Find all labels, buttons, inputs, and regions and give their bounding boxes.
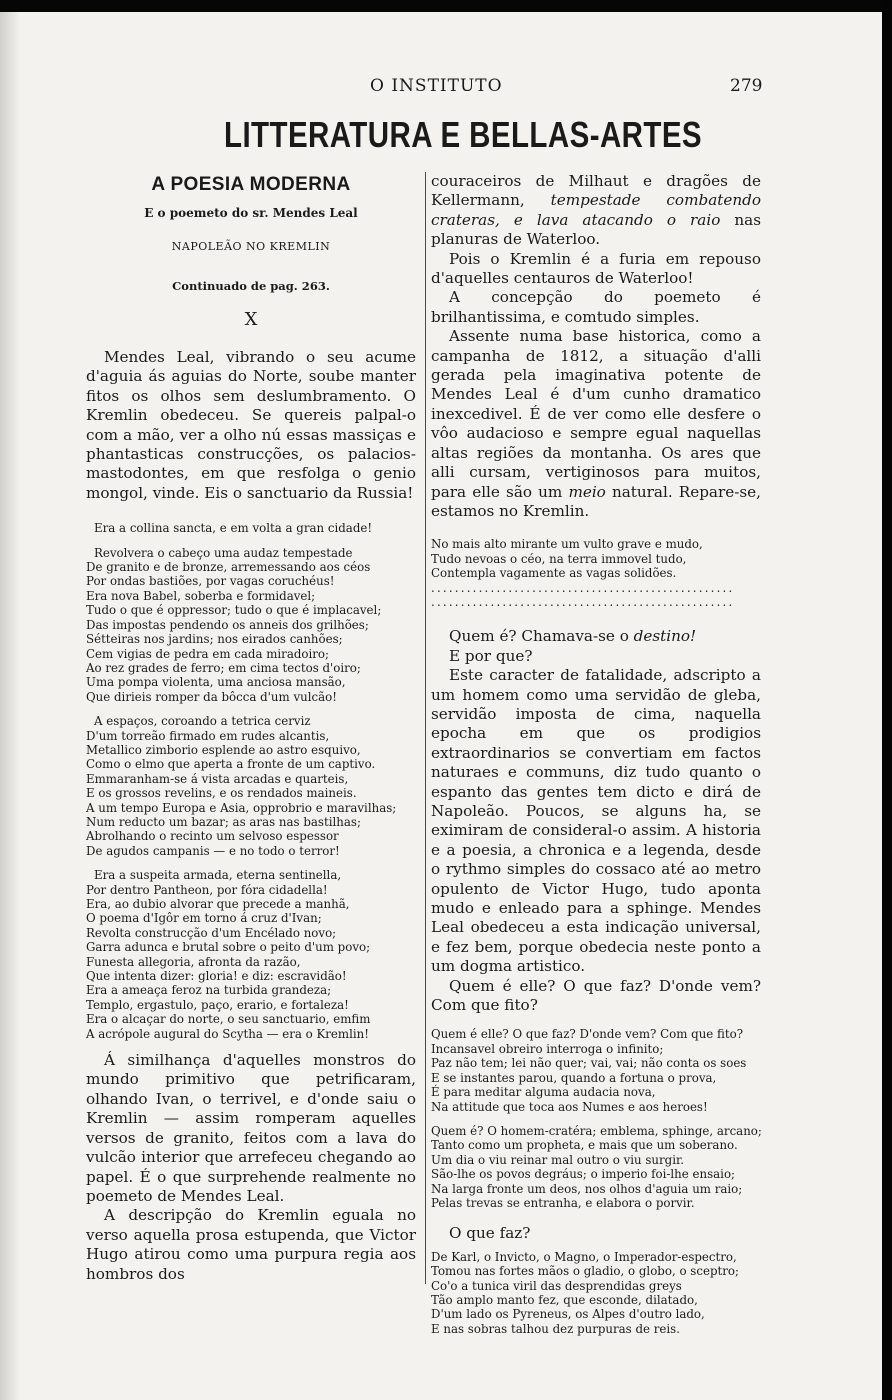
verse-line: Revolvera o cabeço uma audaz tempestade: [94, 545, 353, 560]
article-title: A POESIA MODERNA: [151, 174, 351, 195]
running-title: O INSTITUTO: [370, 76, 503, 96]
column-rule: [425, 172, 426, 1284]
verse-line: Templo, ergastulo, paço, erario, e fortaleza!: [86, 997, 349, 1012]
left-verse-2: [86, 546, 416, 704]
page-edge-shadow: [0, 12, 20, 1400]
verse-line: A espaços, coroando a tetrica cerviz: [94, 714, 311, 729]
verse-line: Metallico zimborio esplende ao astro esquivo,: [86, 742, 361, 757]
running-head: [0, 76, 880, 98]
verse-line: Revolta construcção d'um Encélado novo;: [86, 925, 337, 940]
right-prose-3: [431, 1224, 761, 1243]
scan-border-top: [0, 0, 892, 12]
verse-line: Quem é? O homem-cratéra; emblema, sphinge, arcano;: [431, 1123, 762, 1138]
verse-line: O poema d'Igôr em torno á cruz d'Ivan;: [86, 911, 322, 926]
paragraph: [431, 327, 761, 521]
verse-line: Paz não tem; lei não quer; vai, vai; não conta os soes: [431, 1056, 747, 1071]
verse-line: De granito e de bronze, arremessando aos céos: [86, 560, 371, 575]
text-run: couraceiros de Milhaut e dragões de Kellermann,: [431, 172, 761, 210]
verse-line: É para meditar alguma audacia nova,: [431, 1085, 656, 1100]
paragraph: Pois o Kremlin é a furia em repouso d'aquelles centauros de Waterloo!: [431, 249, 761, 288]
verse-line: Um dia o viu reinar mal outro o viu surgir.: [431, 1152, 685, 1167]
verse-line: Emmaranham-se á vista arcadas e quarteis,: [86, 771, 349, 786]
verse-line: Na attitude que toca aos Numes e aos heroes!: [431, 1099, 708, 1114]
verse-line: D'um lado os Pyreneus, os Alpes d'outro lado,: [431, 1307, 705, 1322]
verse-line: E se instantes parou, quando a fortuna o prova,: [431, 1070, 717, 1085]
verse-line: Tudo nevoas o céo, na terra immovel tudo,: [431, 551, 687, 566]
paragraph: [431, 172, 761, 250]
ellipsis-line: ...................................................: [431, 580, 735, 595]
verse-line: Que dirieis romper da bôcca d'um vulcão!: [86, 689, 337, 704]
verse-line: Por dentro Pantheon, por fóra cidadella!: [86, 882, 328, 897]
right-verse-1: [431, 537, 761, 580]
paragraph: [431, 627, 761, 646]
verse-line: De agudos campanis — e no todo o terror!: [86, 843, 340, 858]
left-column: [86, 172, 416, 1284]
text-run: Quem é? Chamava-se o: [449, 627, 634, 646]
article-subtitle: E o poemeto do sr. Mendes Leal: [144, 206, 358, 220]
left-prose-2: [86, 1051, 416, 1284]
verse-line: Era o alcaçar do norte, o seu sanctuario, emfim: [86, 1012, 371, 1027]
verse-line: Na larga fronte um deos, nos olhos d'aguia um raio;: [431, 1181, 743, 1196]
chapter-numeral: X: [244, 309, 258, 330]
right-verse-3: [431, 1124, 761, 1210]
verse-line: Pelas trevas se entranha, e elabora o porvir.: [431, 1195, 695, 1210]
right-prose-2: [431, 627, 761, 1015]
verse-line: Sétteiras nos jardins; nos eirados canhões;: [86, 632, 343, 647]
verse-line: Tudo o que é oppressor; tudo o que é implacavel;: [86, 603, 382, 618]
verse-line: A acrópole augural do Scytha — era o Kremlin!: [86, 1026, 369, 1041]
verse-line: Era nova Babel, soberba e formidavel;: [86, 588, 316, 603]
verse-line: E nas sobras talhou dez purpuras de reis.: [431, 1321, 680, 1336]
left-prose-1: [86, 348, 416, 503]
left-verse-1: [86, 521, 416, 535]
verse-line: Das impostas pendendo os anneis dos grilhões;: [86, 617, 369, 632]
poem-title: NAPOLEÃO NO KREMLIN: [171, 240, 331, 253]
right-verse-2: [431, 1027, 761, 1113]
verse-line: Tomou nas fortes mãos o gladio, o globo, o sceptro;: [431, 1264, 739, 1279]
verse-line: Uma pompa violenta, uma anciosa mansão,: [86, 675, 346, 690]
verse-line: Num reducto um bazar; as aras nas bastilhas;: [86, 814, 361, 829]
paragraph: E por que?: [449, 646, 533, 665]
page-number: 279: [730, 76, 763, 96]
italic-run: destino!: [633, 627, 697, 646]
verse-line: Quem é elle? O que faz? D'onde vem? Com que fito?: [431, 1027, 744, 1042]
verse-line: Contempla vagamente as vagas solidões.: [431, 566, 677, 581]
verse-line: Incansavel obreiro interroga o infinito;: [431, 1041, 664, 1056]
text-run: natural. Repare-se, estamos no Kremlin.: [431, 482, 761, 520]
paragraph: Á similhança d'aquelles monstros do mundo primitivo que petrificaram, olhando Ivan, o terrivel, e d'onde saiu o Kremlin — assim romperam aquelles versos de granito, feitos com a lava do vulcão interior que arrefeceu chegando ao papel. É o que surprehende realmente no poemeto de Mendes Leal.: [86, 1051, 416, 1205]
left-verse-3: [86, 714, 416, 858]
ellipsis-line: ...................................................: [431, 594, 735, 609]
verse-line: Tanto como um propheta, e mais que um soberano.: [431, 1138, 738, 1153]
verse-line: Abrolhando o recinto um selvoso espessor: [86, 829, 339, 844]
verse-line: Garra adunca e brutal sobre o peito d'um povo;: [86, 940, 371, 955]
right-prose-1: [431, 172, 761, 521]
verse-line: D'um torreão firmado em rudes alcantis,: [86, 728, 330, 743]
verse-line: A um tempo Europa e Asia, opprobrio e maravilhas;: [86, 800, 397, 815]
section-title: LITTERATURA E BELLAS-ARTES: [224, 114, 703, 155]
right-verse-4: [431, 1250, 761, 1336]
verse-line: Por ondas bastiões, por vagas coruchéus!: [86, 574, 335, 589]
right-column: [431, 172, 761, 1336]
paragraph: Mendes Leal, vibrando o seu acume d'aguia ás aguias do Norte, soube manter fitos os olhos sem deslumbramento. O Kremlin obedeceu. Se quereis palpal-o com a mão, ver a olho nú essas massiças e phantasticas construcções, os palacios-mastodontes, em que resfolga o genio mongol, vinde. Eis o sanctuario da Russia!: [86, 348, 416, 502]
verse-line: Era, ao dubio alvorar que precede a manhã,: [86, 897, 350, 911]
verse-line: Ao rez grades de ferro; em cima tectos d'oiro;: [86, 660, 361, 675]
italic-run: tempestade combatendo crateras, e lava atacando o raio: [431, 191, 761, 229]
paragraph: A concepção do poemeto é brilhantissima, e comtudo simples.: [431, 288, 761, 326]
paragraph: Quem é elle? O que faz? D'onde vem? Com que fito?: [431, 976, 761, 1015]
verse-line: Co'o a tunica viril das desprendidas greys: [431, 1278, 682, 1293]
text-run: Assente numa base historica, como a campanha de 1812, a situação d'alli gerada pela imaginativa potente de Mendes Leal é d'um cunho dramatico inexcedivel. É de ver como elle desfere o vôo audacioso e sempre egual naquellas altas regiões da montanha. Os ares que alli cursam, vertiginosos para muitos, para elle são um: [431, 327, 761, 501]
verse-line: Como o elmo que aperta a fronte de um captivo.: [86, 757, 376, 772]
verse-line: Era a suspeita armada, eterna sentinella,: [94, 868, 342, 883]
verse-line: Tão amplo manto fez, que esconde, dilatado,: [431, 1292, 698, 1307]
verse-line: Era a collina sancta, e em volta a gran cidade!: [94, 521, 373, 536]
verse-line: Cem vigias de pedra em cada miradoiro;: [86, 646, 329, 661]
verse-line: São-lhe os povos degráus; o imperio foi-lhe ensaio;: [431, 1167, 736, 1182]
paragraph: A descripção do Kremlin eguala no verso aquella prosa estupenda, que Victor Hugo atirou como uma purpura regia aos hombros dos: [86, 1206, 416, 1283]
verse-line: E os grossos revelins, e os rendados maineis.: [86, 786, 357, 801]
continued-note: Continuado de pag. 263.: [172, 279, 330, 293]
text-run: nas planuras de Waterloo.: [431, 210, 761, 249]
italic-run: meio: [568, 482, 606, 501]
paragraph: Este caracter de fatalidade, adscripto a um homem como uma servidão de gleba, servidão imposta de cima, naquella epocha em que os prodigios extraordinarios se convertiam em factos naturaes e communs, diz tudo quanto o espanto das gentes tem dicto e dirá de Napoleão. Poucos, se alguns ha, se eximiram de consideral-o assim. A historia e a poesia, a chronica e a legenda, desde o rythmo simples do cossaco até ao metro opulento de Victor Hugo, tudo aponta mudo e enleado para a sphinge. Mendes Leal obedeceu a esta indicação universal, e fez bem, porque obedecia neste ponto a um dogma artistico.: [431, 666, 761, 976]
verse-line: Que intenta dizer: gloria! e diz: escravidão!: [86, 969, 347, 984]
verse-line: Era a ameaça feroz na turbida grandeza;: [86, 983, 332, 998]
verse-line: Funesta allegoria, afronta da razão,: [86, 954, 301, 969]
paragraph: O que faz?: [449, 1224, 531, 1243]
verse-line: De Karl, o Invicto, o Magno, o Imperador-espectro,: [431, 1249, 737, 1264]
left-verse-4: [86, 868, 416, 1041]
verse-line: No mais alto mirante um vulto grave e mudo,: [431, 537, 703, 552]
